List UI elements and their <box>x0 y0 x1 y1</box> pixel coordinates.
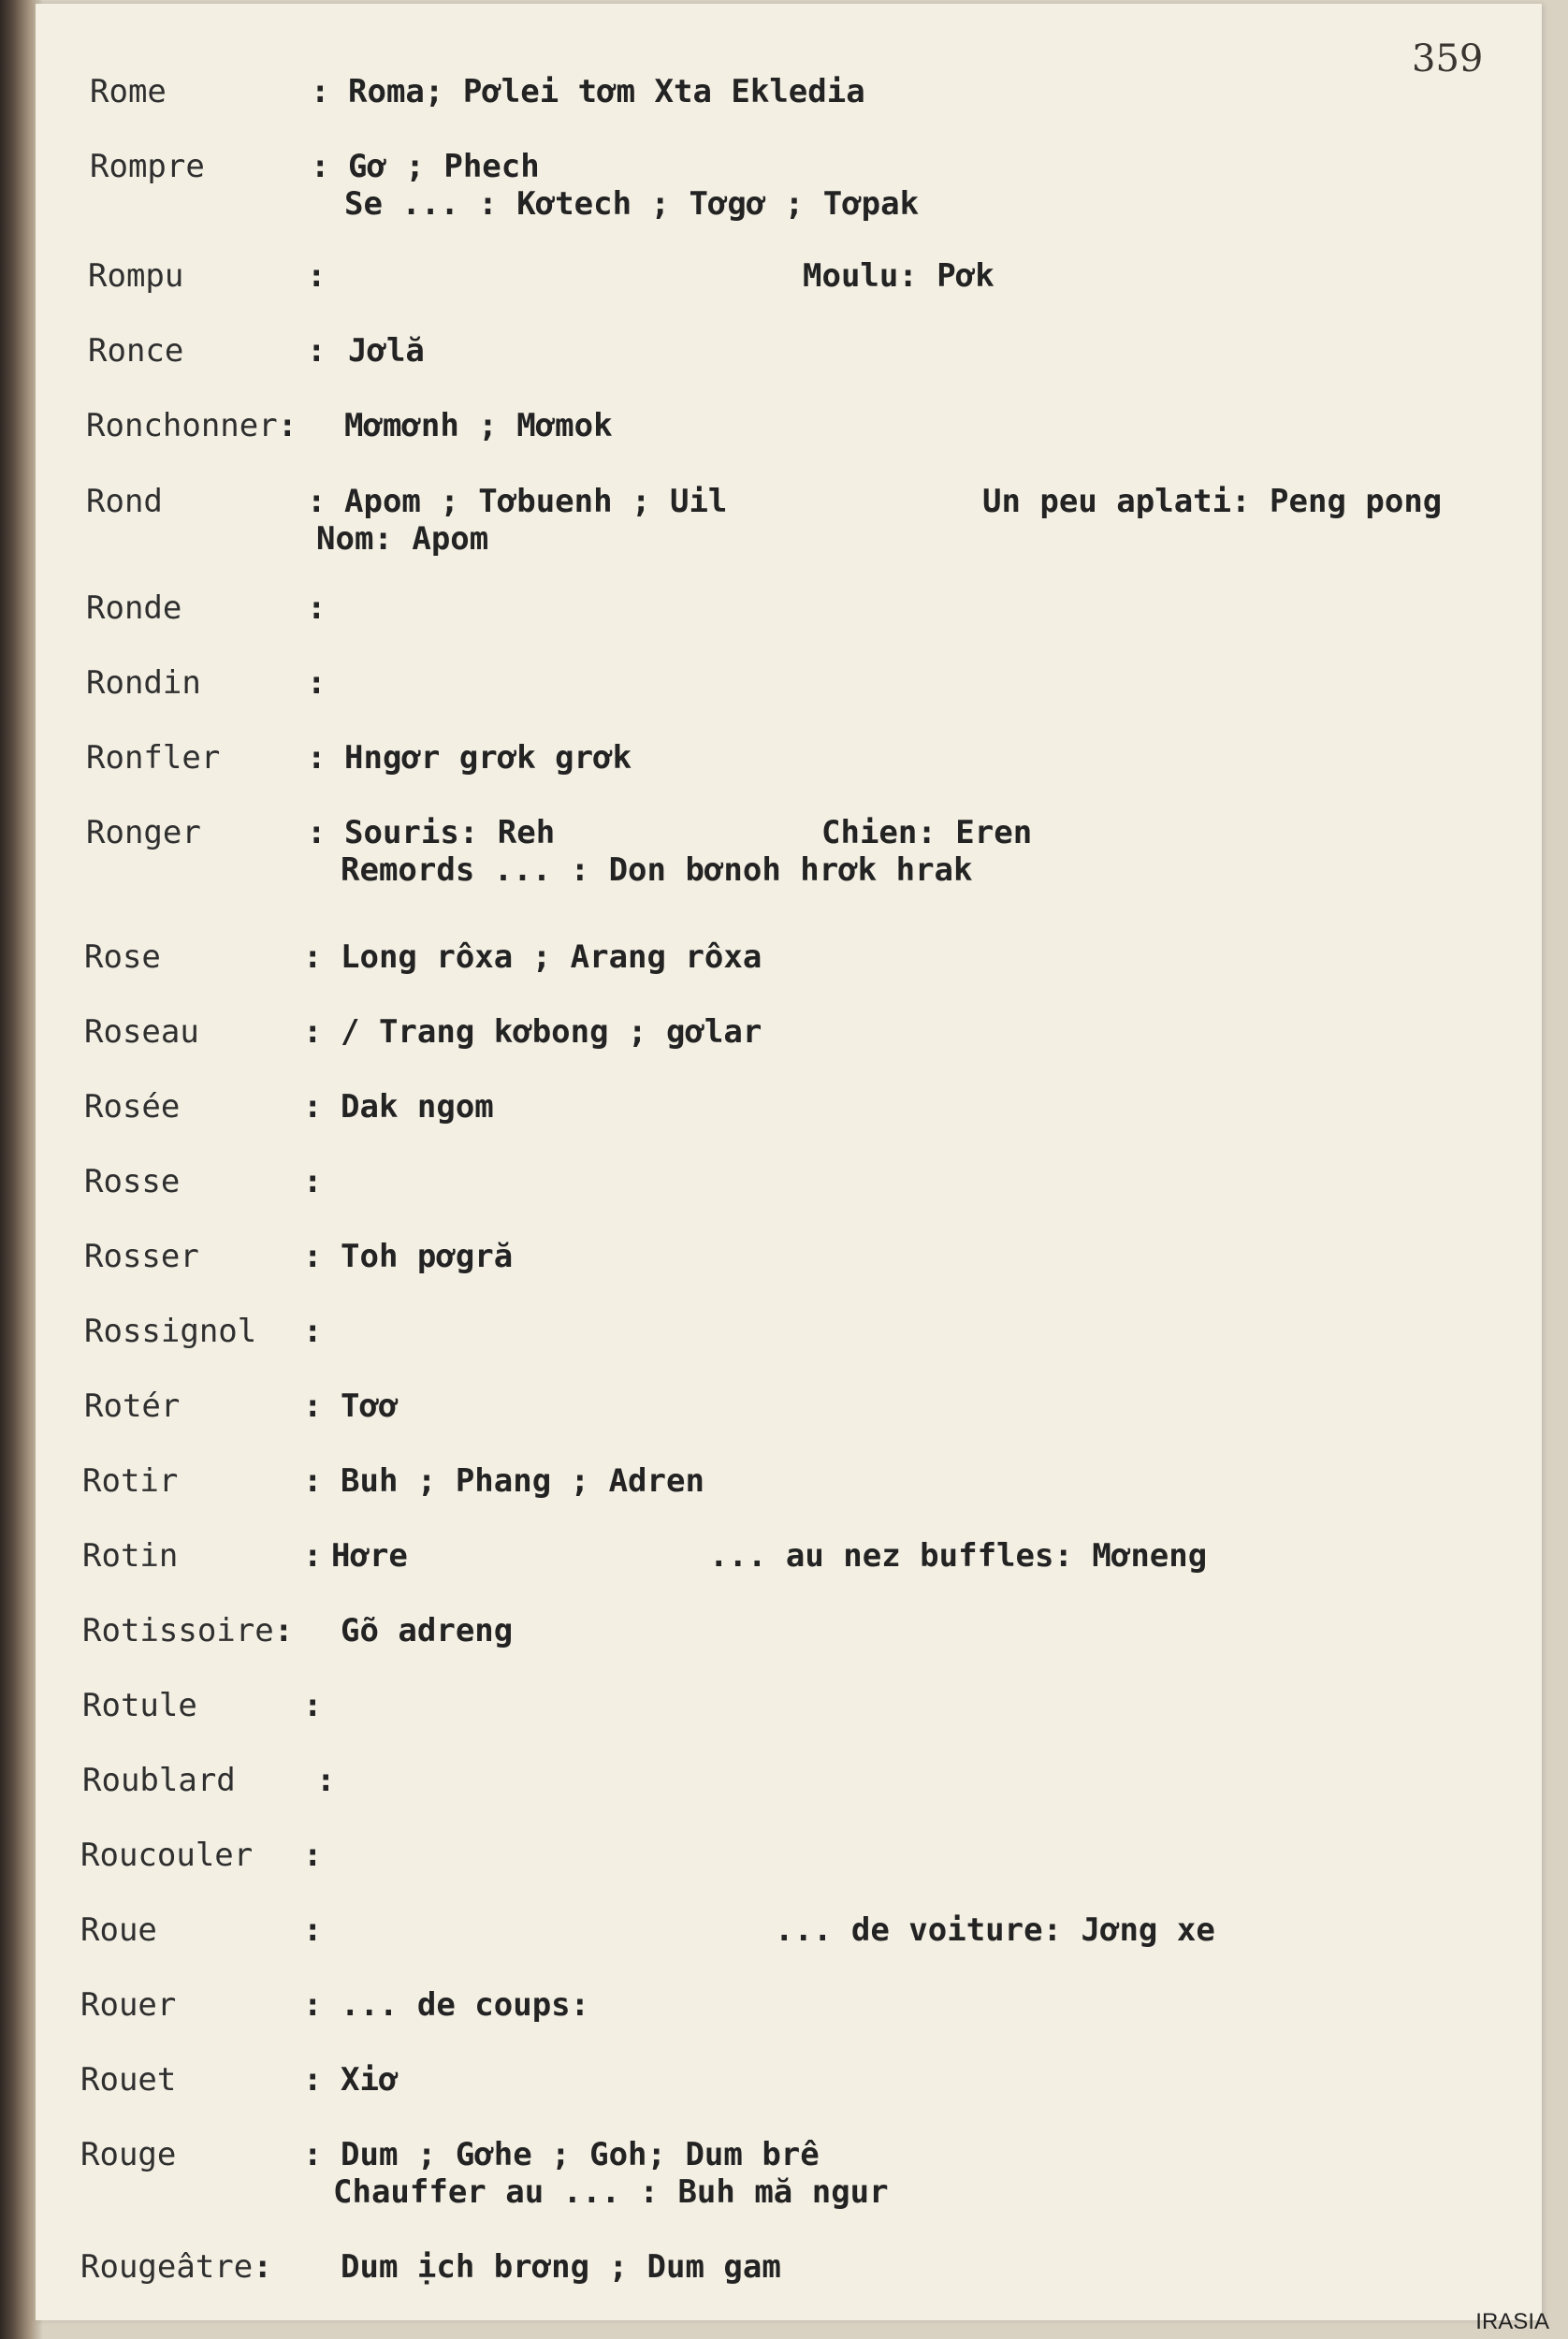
entry-headword: Rosser <box>84 1238 199 1275</box>
entry-main-line <box>36 1013 1542 1051</box>
entry-main-line <box>36 1238 1542 1275</box>
entry-headword: Ronfler <box>86 739 221 777</box>
entry-main-line <box>36 1687 1542 1724</box>
dictionary-entry <box>36 2248 1542 2286</box>
dictionary-entry <box>36 1837 1542 1874</box>
entry-main-line <box>36 257 1542 295</box>
entry-headword: Rompre <box>90 148 205 185</box>
entry-headword: Rondin <box>86 664 201 702</box>
entry-separator: : <box>303 1911 323 1949</box>
entry-headword: Rouge <box>80 2136 177 2173</box>
entry-definition: Mơmơnh ; Mơmok <box>344 407 613 444</box>
entry-separator: : <box>316 1762 336 1799</box>
entry-definition: Dum ; Gơhe ; Goh; Dum brê <box>341 2136 820 2173</box>
entry-sub-line <box>36 185 1542 223</box>
entry-separator: : <box>307 814 327 851</box>
dictionary-entry <box>36 1612 1542 1649</box>
entry-separator: : <box>311 73 330 110</box>
entry-headword: Rompu <box>88 257 184 295</box>
entry-main-line <box>36 1986 1542 2024</box>
entry-separator: : <box>303 1013 323 1051</box>
dictionary-page <box>34 4 1542 2320</box>
entry-main-line <box>36 1088 1542 1126</box>
entry-definition: Xiơ <box>341 2061 399 2099</box>
entry-aside-note: ... de voiture: Jơng xe <box>775 1911 1215 1949</box>
entry-aside-note: ... au nez buffles: Mơneng <box>709 1537 1208 1575</box>
entry-definition: Hơre <box>331 1537 408 1575</box>
entry-definition: Toh pơgră <box>341 1238 514 1275</box>
dictionary-entry <box>36 589 1542 627</box>
dictionary-entry <box>36 814 1542 889</box>
entry-definition: Buh ; Phang ; Adren <box>341 1462 704 1500</box>
entry-definition: Hngơr grơk grơk <box>344 739 632 777</box>
dictionary-entry <box>36 1387 1542 1425</box>
entry-separator: : <box>303 1238 323 1275</box>
entry-separator: : <box>307 257 327 295</box>
entry-main-line <box>36 332 1542 370</box>
watermark-label: IRASIA <box>1475 2309 1549 2334</box>
dictionary-entry <box>36 1687 1542 1724</box>
entry-sub-definition: Se ... : Kơtech ; Tơgơ ; Tơpak <box>344 185 920 223</box>
entry-headword: Rouet <box>80 2061 177 2099</box>
dictionary-entry <box>36 1537 1542 1575</box>
entry-main-line <box>36 1911 1542 1949</box>
entry-main-line <box>36 664 1542 702</box>
entry-main-line <box>36 1537 1542 1575</box>
entry-headword: Rossignol <box>84 1313 257 1350</box>
entry-definition: Dak ngom <box>341 1088 494 1126</box>
entry-separator: : <box>303 1537 323 1575</box>
dictionary-entry <box>36 1238 1542 1275</box>
entry-main-line <box>36 1313 1542 1350</box>
dictionary-entry <box>36 73 1542 110</box>
entry-separator: : <box>303 2136 323 2173</box>
entry-separator: : <box>303 1387 323 1425</box>
entry-aside-note: Un peu aplati: Peng pong <box>982 483 1443 520</box>
entry-separator: : <box>307 483 327 520</box>
entry-headword: Rotér <box>84 1387 181 1425</box>
entry-separator: : <box>307 332 327 370</box>
entry-separator: : <box>307 589 327 627</box>
page-number: 359 <box>1412 37 1484 80</box>
dictionary-entry <box>36 148 1542 223</box>
dictionary-entry <box>36 1462 1542 1500</box>
entry-separator: : <box>278 407 298 444</box>
entry-definition: Roma; Pơlei tơm Xta Ekledia <box>348 73 865 110</box>
entry-headword: Roucouler <box>80 1837 254 1874</box>
entry-headword: Roue <box>80 1911 157 1949</box>
entry-separator: : <box>303 1687 323 1724</box>
entry-headword: Rotule <box>82 1687 197 1724</box>
entry-headword: Rosse <box>84 1163 181 1200</box>
dictionary-entry <box>36 2061 1542 2099</box>
entry-headword: Roublard <box>82 1762 236 1799</box>
entry-main-line <box>36 1612 1542 1649</box>
dictionary-entry <box>36 739 1542 777</box>
entry-separator: : <box>303 1313 323 1350</box>
entry-sub-definition: Chauffer au ... : Buh mă ngur <box>333 2173 889 2211</box>
entry-separator: : <box>303 1837 323 1874</box>
entry-separator: : <box>274 1612 294 1649</box>
entry-headword: Rotissoire <box>82 1612 274 1649</box>
entry-definition: Jơlă <box>348 332 425 370</box>
entry-definition: Apom ; Tơbuenh ; Uil <box>344 483 728 520</box>
entry-separator: : <box>307 664 327 702</box>
entry-sub-line <box>36 851 1542 889</box>
entry-headword: Rotin <box>82 1537 179 1575</box>
entry-aside-note: Moulu: Pơk <box>803 257 995 295</box>
entry-main-line <box>36 1387 1542 1425</box>
dictionary-entry <box>36 257 1542 295</box>
entry-main-line <box>36 1163 1542 1200</box>
entry-main-line <box>36 2248 1542 2286</box>
entry-headword: Rose <box>84 938 161 976</box>
entry-main-line <box>36 148 1542 185</box>
entry-separator: : <box>303 1462 323 1500</box>
entry-main-line <box>36 1462 1542 1500</box>
entry-sub-definition: Remords ... : Don bơnoh hrơk hrak <box>341 851 973 889</box>
entry-definition: Long rôxa ; Arang rôxa <box>341 938 762 976</box>
dictionary-entry <box>36 1986 1542 2024</box>
entry-separator: : <box>253 2248 272 2286</box>
dictionary-entry <box>36 483 1542 558</box>
entry-separator: : <box>311 148 330 185</box>
entry-headword: Rome <box>90 73 167 110</box>
dictionary-entry <box>36 1163 1542 1200</box>
entry-definition: Gơ ; Phech <box>348 148 540 185</box>
dictionary-entry <box>36 1088 1542 1126</box>
dictionary-entry <box>36 2136 1542 2211</box>
dictionary-entry <box>36 1762 1542 1799</box>
entry-separator: : <box>307 739 327 777</box>
entry-separator: : <box>303 938 323 976</box>
entry-headword: Rotir <box>82 1462 179 1500</box>
entry-main-line <box>36 2061 1542 2099</box>
entry-main-line <box>36 2136 1542 2173</box>
entry-main-line <box>36 73 1542 110</box>
entry-headword: Rougeâtre <box>80 2248 254 2286</box>
entry-headword: Rond <box>86 483 163 520</box>
entry-main-line <box>36 589 1542 627</box>
entry-definition: Dum ịch brơng ; Dum gam <box>341 2248 781 2286</box>
entry-headword: Rouer <box>80 1986 177 2024</box>
entry-separator: : <box>303 2061 323 2099</box>
entry-headword: Rosée <box>84 1088 181 1126</box>
dictionary-entry <box>36 1911 1542 1949</box>
dictionary-entry <box>36 407 1542 444</box>
dictionary-entry <box>36 664 1542 702</box>
entry-headword: Ronde <box>86 589 182 627</box>
dictionary-entry <box>36 332 1542 370</box>
entry-definition: / Trang kơbong ; gơlar <box>341 1013 762 1051</box>
entry-aside-note: Chien: Eren <box>821 814 1033 851</box>
entry-separator: : <box>303 1986 323 2024</box>
entry-definition: Souris: Reh <box>344 814 556 851</box>
entry-headword: Ronger <box>86 814 201 851</box>
entry-definition: ... de coups: <box>341 1986 590 2024</box>
entry-headword: Ronce <box>88 332 184 370</box>
entry-main-line <box>36 814 1542 851</box>
entry-headword: Roseau <box>84 1013 199 1051</box>
entry-separator: : <box>303 1088 323 1126</box>
dictionary-entry <box>36 938 1542 976</box>
entry-sub-definition: Nom: Apom <box>316 520 489 558</box>
entry-main-line <box>36 938 1542 976</box>
entry-sub-line <box>36 520 1542 558</box>
entry-main-line <box>36 483 1542 520</box>
entry-definition: Tơơ <box>341 1387 399 1425</box>
entry-headword: Ronchonner <box>86 407 278 444</box>
entry-main-line <box>36 407 1542 444</box>
entry-definition: Gõ adreng <box>341 1612 514 1649</box>
entry-main-line <box>36 1837 1542 1874</box>
entry-sub-line <box>36 2173 1542 2211</box>
entry-main-line <box>36 739 1542 777</box>
dictionary-entry <box>36 1013 1542 1051</box>
entry-main-line <box>36 1762 1542 1799</box>
entry-separator: : <box>303 1163 323 1200</box>
dictionary-entry <box>36 1313 1542 1350</box>
